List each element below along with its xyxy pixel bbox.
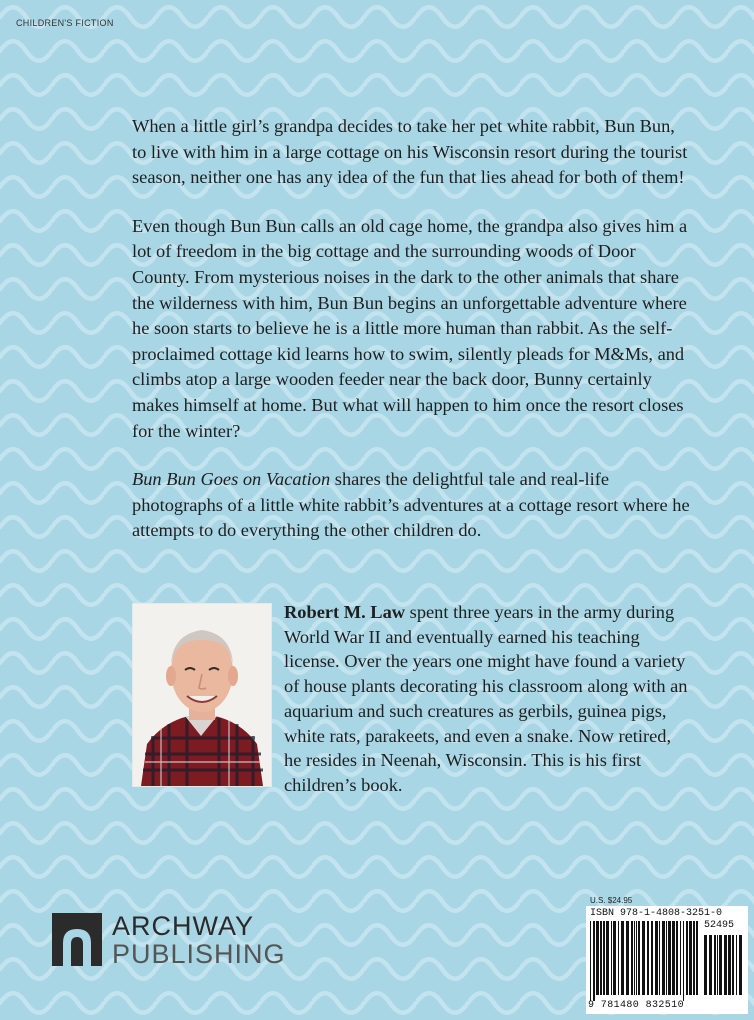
ean-barcode-bars (590, 921, 700, 1001)
author-bio (284, 600, 692, 798)
barcode-bar (618, 921, 619, 995)
price-addon-digits: 52495 (704, 920, 735, 931)
price-label: U.S. $24.95 (590, 896, 633, 905)
book-title: Bun Bun Goes on Vacation (132, 469, 331, 490)
author-name: Robert M. Law (284, 602, 406, 622)
barcode-bar (683, 921, 684, 1001)
barcode-bar (672, 921, 675, 995)
author-photo (132, 603, 272, 787)
barcode-bar (739, 935, 742, 995)
genre-label: CHILDREN'S FICTION (16, 18, 114, 28)
blurb-paragraph-3 (132, 467, 692, 544)
barcode-bar (732, 935, 734, 995)
publisher-name-line2: PUBLISHING (112, 939, 286, 969)
addon-barcode-bars (704, 935, 744, 1001)
barcode-bar (666, 921, 667, 995)
barcode-bar (638, 921, 640, 995)
barcode-bar (659, 921, 660, 995)
barcode-bar (704, 935, 707, 995)
publisher-name-line1: ARCHWAY (112, 911, 254, 941)
barcode-bar (714, 935, 716, 995)
barcode-bar (696, 921, 698, 995)
barcode-bar (736, 935, 737, 995)
barcode-bar (621, 921, 624, 995)
barcode-bar (676, 921, 678, 995)
barcode-bar (626, 921, 629, 995)
barcode-bar (600, 921, 602, 995)
barcode-bar (636, 921, 637, 995)
barcode-bar (590, 921, 591, 1001)
barcode-bar (693, 921, 695, 995)
barcode-bar (680, 921, 681, 995)
barcode-bar (647, 921, 649, 995)
barcode-bar (686, 921, 688, 995)
barcode-bar (613, 921, 616, 995)
barcode-bar (709, 935, 712, 995)
barcode-bar (719, 935, 722, 995)
blurb-paragraph-1: When a little girl’s grandpa decides to take her pet white rabbit, Bun Bun, to live with him in a large cottage on his Wisconsin resort during the tourist season, neither one has any idea of the fun that lies ahead for both of them! (132, 116, 688, 188)
barcode-bar (662, 921, 665, 995)
barcode-bar (651, 921, 653, 995)
barcode-bar (668, 921, 671, 995)
barcode-bar (724, 935, 727, 995)
publisher-logo (52, 913, 292, 973)
barcode-bar (634, 921, 635, 995)
isbn-number: ISBN 978-1-4808-3251-0 (590, 908, 723, 919)
isbn-barcode (586, 906, 748, 1014)
barcode-bar (655, 921, 658, 995)
barcode-bar (606, 921, 609, 995)
barcode-bar (631, 921, 633, 995)
barcode-bar (596, 921, 599, 995)
blurb-paragraph-2: Even though Bun Bun calls an old cage home, the grandpa also gives him a lot of freedom in the big cottage and the surrounding woods of Door County. From mysterious noises in the dark to the other animals that share the wilderness with him, Bun Bun begins an unforgettable adventure where he soon starts to believe he is a little more human than rabbit. As the self-proclaimed cottage kid learns how to swim, silently pleads for M&Ms, and climbs atop a large wooden feeder near the back door, Bunny certainly makes himself at home. But what will happen to him once the resort closes for the winter? (132, 215, 688, 441)
barcode-bar (728, 935, 731, 995)
barcode-bar (717, 935, 718, 995)
archway-arch-icon (52, 913, 102, 966)
barcode-bar (611, 921, 612, 995)
author-bio-text: spent three years in the army during World War II and eventually earned his teaching license. Over the years one might have found a variety of house plants decorating his classroom along with an aquarium and such creatures as gerbils, guinea pigs, white rats, parakeets, and even a snake. Now retired, he resides in Neenah, Wisconsin. This is his first children’s book. (284, 602, 688, 795)
barcode-bar (593, 921, 595, 1001)
barcode-bar (603, 921, 605, 995)
ean-digits: 9 781480 832510 (588, 1000, 685, 1011)
back-cover-blurb (132, 114, 692, 567)
barcode-bar (642, 921, 645, 995)
blurb-paragraph-3-text: shares the delightful tale and real-life photographs of a little white rabbit’s adventures at a cottage resort where he attempts to do everything the other children do. (132, 469, 690, 541)
barcode-bar (689, 921, 692, 995)
